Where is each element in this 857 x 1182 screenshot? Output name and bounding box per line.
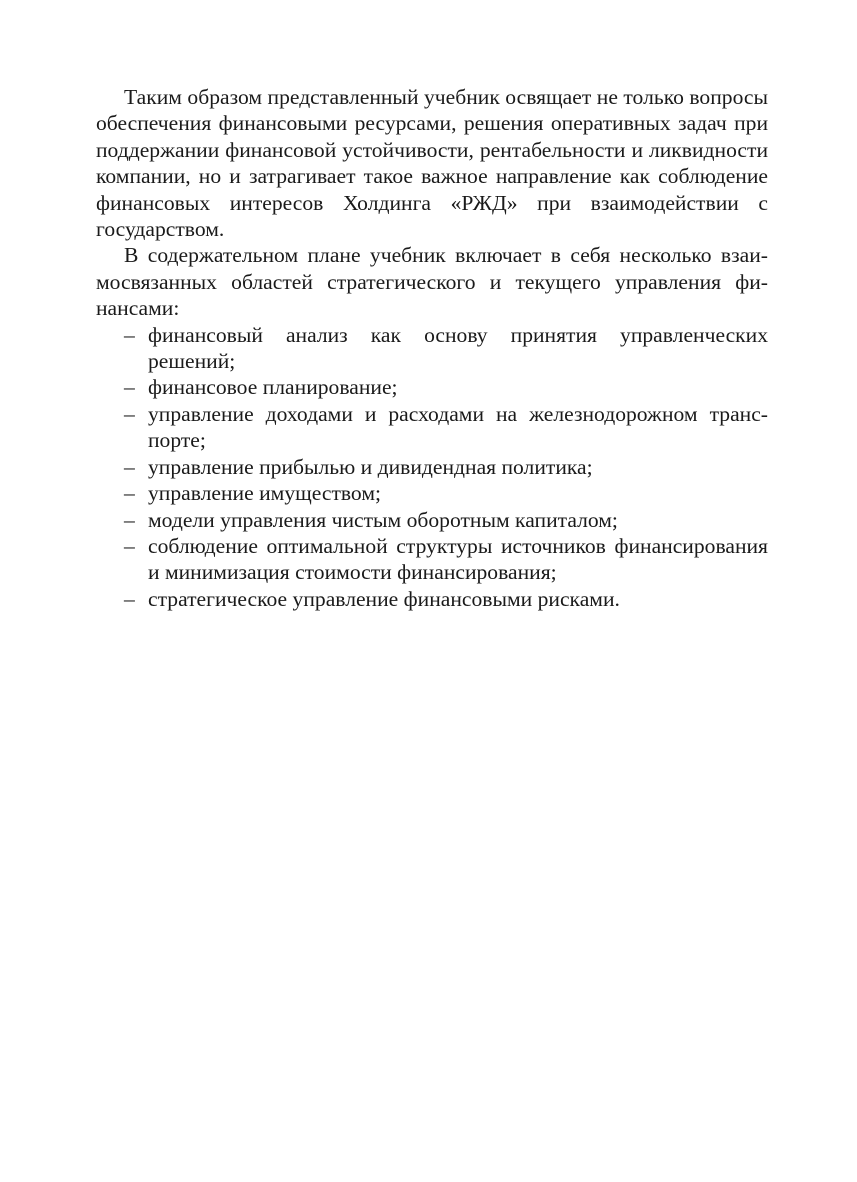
list-item-text: управление доходами и расходами на железнодорожном транспорте; xyxy=(148,401,768,453)
list-dash: – xyxy=(124,533,135,558)
list-dash: – xyxy=(124,375,135,400)
list-item-text: модели управления чистым оборотным капиталом; xyxy=(148,507,618,532)
list-item-text: стратегическое управление финансовыми рисками. xyxy=(148,586,620,611)
list-dash: – xyxy=(124,586,135,611)
list-dash: – xyxy=(124,401,135,426)
list-item xyxy=(96,586,768,612)
list-item xyxy=(96,401,768,454)
list-item xyxy=(96,480,768,506)
paragraph-intro: Таким образом представленный учебник освящает не только вопросы обеспечения финансовыми ресурсами, решения оперативных задач при поддержании финансовой устойчивости, рентабельности и ликвидности компании, но и затрагивает такое важное направление как соблюдение финансовых интересов Холдинга «РЖД» при взаимодействии с государством. xyxy=(96,85,768,242)
list-dash: – xyxy=(124,322,135,347)
list-item xyxy=(96,374,768,400)
list-item xyxy=(96,533,768,586)
list-item-text: финансовое планирование; xyxy=(148,375,398,400)
list-dash: – xyxy=(124,481,135,506)
list-dash: – xyxy=(124,507,135,532)
list-item xyxy=(96,454,768,480)
list-dash: – xyxy=(124,454,135,479)
document-page xyxy=(96,84,768,612)
list-item xyxy=(96,322,768,375)
list-item xyxy=(96,507,768,533)
list-item-text: управление прибылью и дивидендная политика; xyxy=(148,454,593,479)
paragraph-content-scope: В содержательном плане учебник включает в себя несколько взаимосвязанных областей стратегического и текущего управления финансами: xyxy=(96,243,768,321)
topics-list xyxy=(96,322,768,612)
list-item-text: финансовый анализ как основу принятия управленческих решений; xyxy=(148,322,768,374)
list-item-text: соблюдение оптимальной структуры источников финансирования и минимизация стоимости финансирования; xyxy=(148,533,768,585)
list-item-text: управление имуществом; xyxy=(148,481,381,506)
